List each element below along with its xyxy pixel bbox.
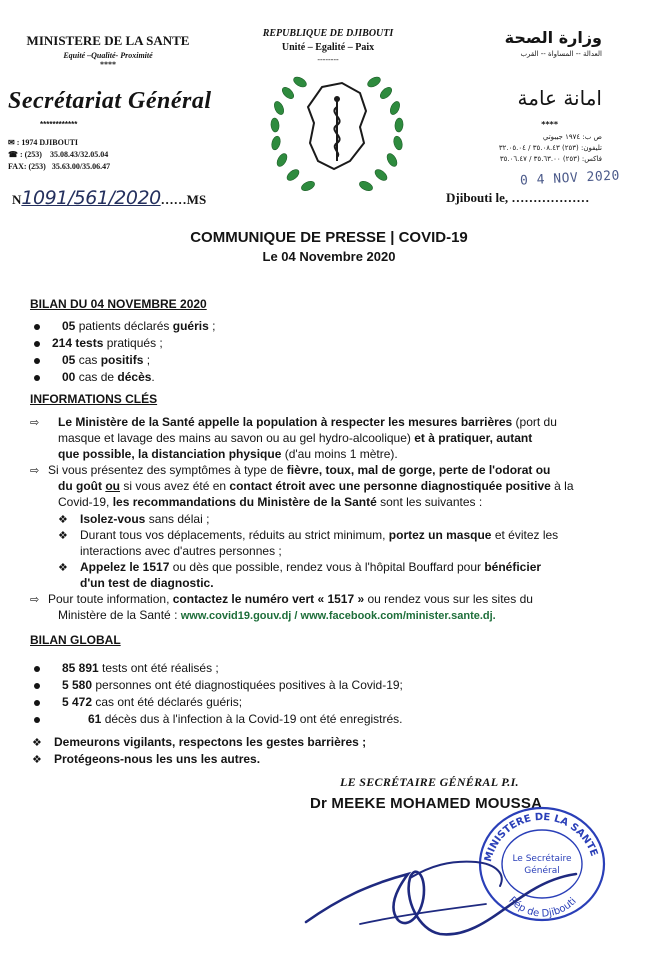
bullet-dot (34, 717, 40, 723)
republic-header (238, 28, 418, 64)
closing-line: Protégeons-nous les uns les autres. (54, 752, 261, 766)
djibouti-date-line: Djibouti le, ……………… (446, 190, 590, 205)
ministry-header (8, 33, 208, 69)
bilan-jour-item: 214 tests pratiqués ; (52, 336, 163, 350)
bilan-global-item: 61 décès dus à l'infection à la Covid-19 ont été enregistrés. (88, 712, 403, 726)
republic-name: REPUBLIQUE DE DJIBOUTI (262, 28, 394, 39)
bilan-global-heading: BILAN GLOBAL (30, 633, 121, 647)
phone-label: : (253) (19, 150, 42, 159)
sub-recommendation: interactions avec d'autres personnes ; (80, 544, 282, 558)
ref-prefix: N (12, 192, 22, 207)
national-emblem-icon (262, 65, 412, 200)
bullet-dot (34, 324, 40, 330)
signatory-title: LE SECRÉTAIRE GÉNÉRAL P.I. (340, 775, 519, 789)
website-links[interactable]: www.covid19.gouv.dj / www.facebook.com/minister.sante.dj. (180, 610, 496, 622)
arabic-ministry: وزارة الصحة (504, 28, 602, 47)
bilan-jour-item: 05 cas positifs ; (62, 353, 151, 367)
bullet-dot (34, 358, 40, 364)
info-p3-line: Ministère de la Santé : www.covid19.gouv.dj / www.facebook.com/minister.sante.dj. (58, 608, 496, 622)
arabic-contact-3: فاكس: (٢٥٣) ٣٥.٦٣.٠٠ / ٣٥.٠٦.٤٧ (499, 155, 602, 163)
address: : 1974 DJIBOUTI (16, 138, 79, 147)
sub-recommendation: Appelez le 1517 ou dès que possible, rendez vous à l'hôpital Bouffard pour bénéficier (80, 560, 542, 574)
ministry-stars: **** (100, 60, 116, 69)
arabic-contact-2: تليفون: (٢٥٣) ٣٥.٠٨.٤٣ / ٣٢.٠٥.٠٤ (498, 144, 602, 152)
bullet-dot (34, 683, 40, 689)
info-p2-line: Si vous présentez des symptômes à type de fièvre, toux, mal de gorge, perte de l'odorat ou (48, 463, 551, 477)
sub-recommendation: Durant tous vos déplacements, réduits au strict minimum, portez un masque et évitez les (80, 528, 559, 542)
bilan-jour-item: 05 patients déclarés guéris ; (62, 319, 216, 333)
document-date: Le 04 Novembre 2020 (262, 249, 396, 264)
seal-ring-top: MINISTERE DE LA SANTE (482, 811, 600, 864)
bullet-dot (34, 666, 40, 672)
arabic-stars: **** (541, 120, 558, 129)
document-title: COMMUNIQUE DE PRESSE | COVID-19 (190, 229, 468, 246)
bilan-global-item: 5 580 personnes ont été diagnostiquées positives à la Covid-19; (62, 678, 403, 692)
info-p1-line: masque et lavage des mains au savon ou au gel hydro-alcoolique) et à pratiquer, autant (58, 431, 533, 445)
arrow-right-icon: ⇨ (30, 594, 40, 606)
info-p3-line: Pour toute information, contactez le numéro vert « 1517 » ou rendez vous sur les sites du (48, 592, 533, 606)
arrow-right-icon: ⇨ (30, 465, 40, 477)
date-stamp: 0 4 NOV 2020 (519, 168, 621, 189)
fax-label: FAX: (253) (8, 162, 46, 171)
arabic-secretariat: امانة عامة (517, 86, 602, 110)
phone-icon: ☎ (8, 150, 18, 159)
bilan-global-item: 5 472 cas ont été déclarés guéris; (62, 695, 243, 709)
diamond-bullet-icon: ❖ (58, 562, 68, 574)
secretariat-title: Secrétariat Général (8, 88, 212, 114)
republic-dash: -------- (317, 55, 339, 64)
arabic-contacts (499, 132, 602, 165)
diamond-bullet-icon: ❖ (32, 754, 42, 766)
diamond-bullet-icon: ❖ (32, 737, 42, 749)
fax-numbers: 35.63.00/35.06.47 (51, 162, 111, 171)
handwritten-signature (300, 826, 580, 946)
arrow-right-icon: ⇨ (30, 417, 40, 429)
sub-recommendation: Isolez-vous sans délai ; (80, 512, 210, 526)
mailbox-icon: ✉ (8, 138, 15, 147)
sub-recommendation: d'un test de diagnostic. (80, 576, 214, 590)
seal-center-2: Général (524, 866, 560, 876)
seal-center-1: Le Secrétaire (512, 854, 572, 864)
contact-block (8, 137, 110, 173)
diamond-bullet-icon: ❖ (58, 514, 68, 526)
bilan-jour-item: 00 cas de décès. (62, 370, 155, 384)
bilan-global-item: 85 891 tests ont été réalisés ; (62, 661, 219, 675)
informations-heading: INFORMATIONS CLÉS (30, 392, 158, 406)
republic-motto: Unité – Egalité – Paix (281, 42, 375, 53)
info-p2-line: Covid-19, les recommandations du Ministère de la Santé sont les suivantes : (58, 495, 483, 509)
ref-suffix: ……MS (160, 192, 207, 207)
bullet-dot (34, 375, 40, 381)
ministry-motto: Equité –Qualité- Proximité (63, 51, 153, 60)
diamond-bullet-icon: ❖ (58, 530, 68, 542)
ref-handwritten: 1091/561/2020 (21, 187, 161, 209)
bullet-dot (34, 700, 40, 706)
info-p1-line: Le Ministère de la Santé appelle la population à respecter les mesures barrières (port du (58, 415, 557, 429)
ministry-name: MINISTERE DE LA SANTE (26, 33, 190, 48)
arabic-motto: العدالة -- المساواة -- القرب (520, 50, 602, 58)
info-p1-line: que possible, la distanciation physique (d'au moins 1 mètre). (58, 447, 398, 461)
signatory-name: Dr MEEKE MOHAMED MOUSSA (310, 795, 543, 812)
phone-numbers: 35.08.43/32.05.04 (49, 150, 109, 159)
arabic-contact-1: ص ب: ١٩٧٤ جيبوتي (542, 133, 602, 141)
seal-ring-bottom: Rép de Djibouti (506, 894, 579, 920)
reference-number (12, 187, 206, 209)
closing-line: Demeurons vigilants, respectons les gestes barrières ; (54, 735, 367, 749)
bullet-dot (34, 341, 40, 347)
bilan-jour-heading: BILAN DU 04 NOVEMBRE 2020 (30, 297, 207, 311)
info-p2-line: du goût ou si vous avez été en contact étroit avec une personne diagnostiquée positive à la (58, 479, 574, 493)
secretariat-stars: ************ (40, 120, 78, 129)
